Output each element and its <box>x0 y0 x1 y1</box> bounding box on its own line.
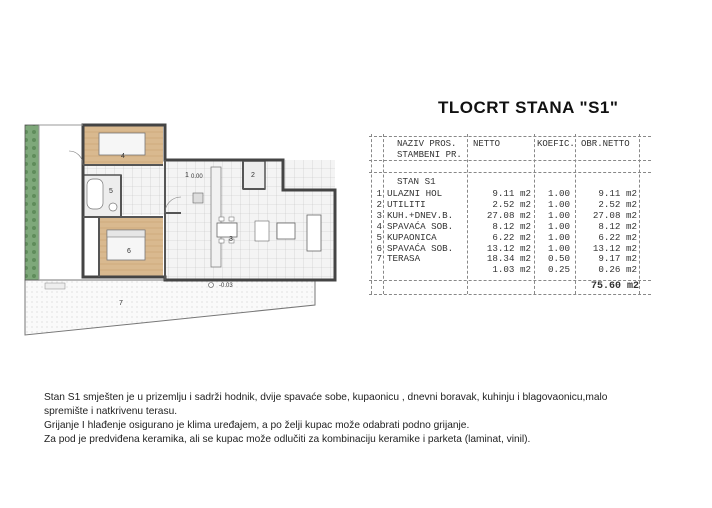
table-row-name: SPAVAĆA SOB. <box>387 242 454 254</box>
table-section-title: STAN S1 <box>397 176 436 187</box>
table-row-number: 5 <box>376 231 382 243</box>
table-row-koef: 1.00 <box>547 220 570 232</box>
table-header-koef: KOEFIC. <box>537 139 575 149</box>
description-line: Grijanje I hlađenje osigurano je klima uređajem, a po želji kupac može odabrati podno grijanje. <box>44 420 470 431</box>
table-row-name: ULAZNI HOL <box>387 188 443 199</box>
floor-plan-drawing <box>15 105 355 345</box>
table-header-netto: NETTO <box>473 139 501 149</box>
table-row-koef: 1.00 <box>547 188 570 199</box>
room-label-3: 3 <box>229 236 233 243</box>
description-line: spremište i natkrivenu terasu. <box>44 406 178 417</box>
table-row-obr: 13.12 m2 <box>592 242 637 254</box>
table-row-name: KUH.+DNEV.B. <box>387 209 454 221</box>
table-row-koef: 1.00 <box>547 198 570 210</box>
table-row-netto: 13.12 m2 <box>486 242 531 254</box>
table-row-number: 1 <box>376 188 382 199</box>
table-row-koef: 1.00 <box>547 231 570 243</box>
table-header-name: NAZIV PROS. <box>397 139 457 149</box>
description <box>44 391 684 447</box>
table-row-number: 2 <box>376 198 382 210</box>
table-row-netto: 6.22 m2 <box>492 231 531 243</box>
room-label-1: 1 <box>185 172 189 179</box>
table-row-name: SPAVAĆA SOB. <box>387 220 454 232</box>
table-row-obr: 2.52 m2 <box>598 198 637 210</box>
table-row-number: 4 <box>376 220 382 232</box>
table-total: 75.60 m2 <box>590 281 639 292</box>
table-row-obr: 9.11 m2 <box>598 188 637 199</box>
table-row-koef: 1.00 <box>547 242 570 254</box>
table-row-name: TERASA <box>387 253 421 265</box>
table-row-koef: 0.25 <box>547 264 570 276</box>
table-row-obr: 27.08 m2 <box>592 209 637 221</box>
table-row-number: 7 <box>376 253 382 265</box>
table-row-obr: 8.12 m2 <box>598 220 637 232</box>
table-row-koef: 1.00 <box>547 209 570 221</box>
table-row-netto: 1.03 m2 <box>492 264 531 276</box>
room-label-5: 5 <box>109 188 113 195</box>
table-row-name: KUPAONICA <box>387 231 437 243</box>
garden-strip <box>25 125 39 280</box>
table-row-koef: 0.50 <box>547 253 570 265</box>
table-row-number: 3 <box>376 209 382 221</box>
table-row-netto: 2.52 m2 <box>492 198 531 210</box>
table-row-number: 6 <box>376 242 382 254</box>
table-row-netto: 27.08 m2 <box>486 209 531 221</box>
table-row-obr: 0.26 m2 <box>598 264 637 276</box>
table-row-obr: 6.22 m2 <box>598 231 637 243</box>
room-label-2: 2 <box>251 172 255 179</box>
level-label-1: -0.03 <box>219 283 233 289</box>
area-table <box>369 134 651 294</box>
terrace-area <box>25 280 315 335</box>
room-label-6: 6 <box>127 248 131 255</box>
table-header-obr: OBR.NETTO <box>581 139 630 149</box>
room-label-4: 4 <box>121 153 125 160</box>
description-line: Stan S1 smješten je u prizemlju i sadrži hodnik, dvije spavaće sobe, kupaonicu , dnevni boravak, kuhinju i blagovaonicu,malo <box>44 392 608 403</box>
description-line: Za pod je predviđena keramika, ali se kupac može odlučiti za kombinaciju keramike i parketa (laminat, vinil). <box>44 434 531 445</box>
table-row-netto: 9.11 m2 <box>492 188 531 199</box>
table-row-netto: 8.12 m2 <box>492 220 531 232</box>
room-label-7: 7 <box>119 300 123 307</box>
page-title: TLOCRT STANA "S1" <box>438 98 619 117</box>
table-row-netto: 18.34 m2 <box>486 253 531 265</box>
table-row-obr: 9.17 m2 <box>598 253 637 265</box>
table-header-name-sub: STAMBENI PR. <box>397 150 462 160</box>
table-row-name: UTILITI <box>387 198 426 210</box>
level-label-0: 0.00 <box>191 174 203 180</box>
